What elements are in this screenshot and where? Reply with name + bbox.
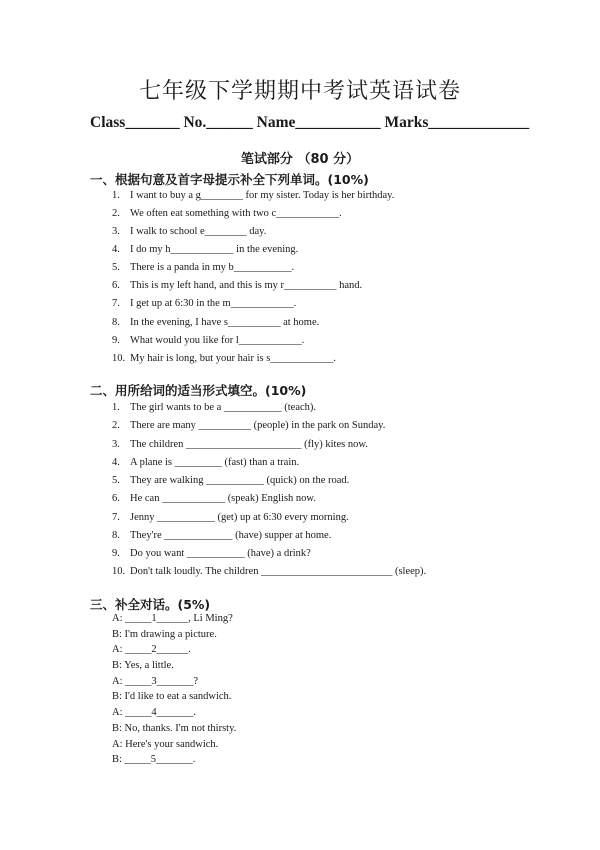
list-item	[112, 352, 336, 366]
item-text: I walk to school e________ day.	[130, 226, 267, 237]
item-number: 7.	[112, 512, 120, 523]
list-item	[112, 297, 296, 311]
dialogue-line: B: No, thanks. I'm not thirsty.	[112, 723, 237, 734]
item-number: 1.	[112, 402, 120, 413]
list-item	[112, 334, 304, 348]
list-item	[112, 511, 349, 525]
item-number: 4.	[112, 457, 120, 468]
section-subtitle: 笔试部分 （80 分）	[240, 152, 360, 167]
item-number: 1.	[112, 190, 120, 201]
item-number: 7.	[112, 298, 120, 309]
item-number: 3.	[112, 226, 120, 237]
item-text: The children ______________________ (fly) kites now.	[130, 439, 368, 450]
list-item	[112, 207, 342, 221]
item-text: They're _____________ (have) supper at home.	[130, 530, 332, 541]
list-item	[112, 243, 298, 257]
list-item	[112, 474, 349, 488]
item-number: 9.	[112, 548, 120, 559]
dialogue-line: A: _____1______, Li Ming?	[112, 613, 233, 624]
item-number: 2.	[112, 420, 120, 431]
page-title: 七年级下学期期中考试英语试卷	[138, 79, 461, 104]
item-number: 5.	[112, 475, 120, 486]
item-text: He can ____________ (speak) English now.	[130, 493, 316, 504]
item-text: What would you like for l____________.	[130, 335, 305, 346]
item-text: I do my h____________ in the evening.	[130, 244, 299, 255]
item-number: 2.	[112, 208, 120, 219]
list-item	[112, 529, 331, 543]
item-text: This is my left hand, and this is my r__________ hand.	[130, 280, 363, 291]
section-1-heading: 一、根据句意及首字母提示补全下列单词。(10%)	[90, 172, 369, 187]
item-text: The girl wants to be a ___________ (teach).	[130, 402, 317, 413]
list-item	[112, 565, 426, 579]
student-info-line: Class_______ No.______ Name___________ Marks_____________	[90, 114, 530, 131]
list-item	[112, 456, 299, 470]
item-text: A plane is _________ (fast) than a train.	[130, 457, 300, 468]
dialogue-line: B: _____5_______.	[112, 754, 196, 765]
list-item	[112, 492, 316, 506]
item-text: There is a panda in my b___________.	[130, 262, 295, 273]
item-number: 10.	[112, 566, 126, 577]
item-text: In the evening, I have s__________ at home.	[130, 317, 320, 328]
item-number: 10.	[112, 353, 126, 364]
item-text: I want to buy a g________ for my sister. Today is her birthday.	[130, 190, 395, 201]
dialogue-line: B: Yes, a little.	[112, 660, 174, 671]
dialogue-line: B: I'm drawing a picture.	[112, 629, 217, 640]
item-text: Do you want ___________ (have) a drink?	[130, 548, 311, 559]
item-number: 8.	[112, 317, 120, 328]
item-text: They are walking ___________ (quick) on the road.	[130, 475, 350, 486]
item-text: Don't talk loudly. The children _________________________ (sleep).	[130, 566, 427, 577]
item-number: 5.	[112, 262, 120, 273]
dialogue-line: B: I'd like to eat a sandwich.	[112, 691, 232, 702]
item-number: 4.	[112, 244, 120, 255]
item-number: 6.	[112, 280, 120, 291]
item-text: My hair is long, but your hair is s____________.	[130, 353, 336, 364]
section-2-heading: 二、用所给词的适当形式填空。(10%)	[90, 383, 307, 398]
item-number: 6.	[112, 493, 120, 504]
dialogue-line: A: Here's your sandwich.	[112, 739, 219, 750]
list-item	[112, 547, 311, 561]
dialogue-line: A: _____4_______.	[112, 707, 196, 718]
item-text: Jenny ___________ (get) up at 6:30 every morning.	[130, 512, 349, 523]
dialogue-line: A: _____3_______?	[112, 676, 199, 687]
dialogue-line: A: _____2______.	[112, 644, 191, 655]
item-text: I get up at 6:30 in the m____________.	[130, 298, 297, 309]
list-item	[112, 225, 266, 239]
list-item	[112, 279, 362, 293]
item-number: 3.	[112, 439, 120, 450]
list-item	[112, 189, 394, 203]
list-item	[112, 401, 316, 415]
list-item	[112, 261, 294, 275]
section-3-heading: 三、补全对话。(5%)	[90, 597, 211, 612]
item-number: 8.	[112, 530, 120, 541]
item-text: We often eat something with two c____________.	[130, 208, 342, 219]
list-item	[112, 419, 385, 433]
list-item	[112, 438, 368, 452]
item-text: There are many __________ (people) in the park on Sunday.	[130, 420, 386, 431]
item-number: 9.	[112, 335, 120, 346]
list-item	[112, 316, 319, 330]
